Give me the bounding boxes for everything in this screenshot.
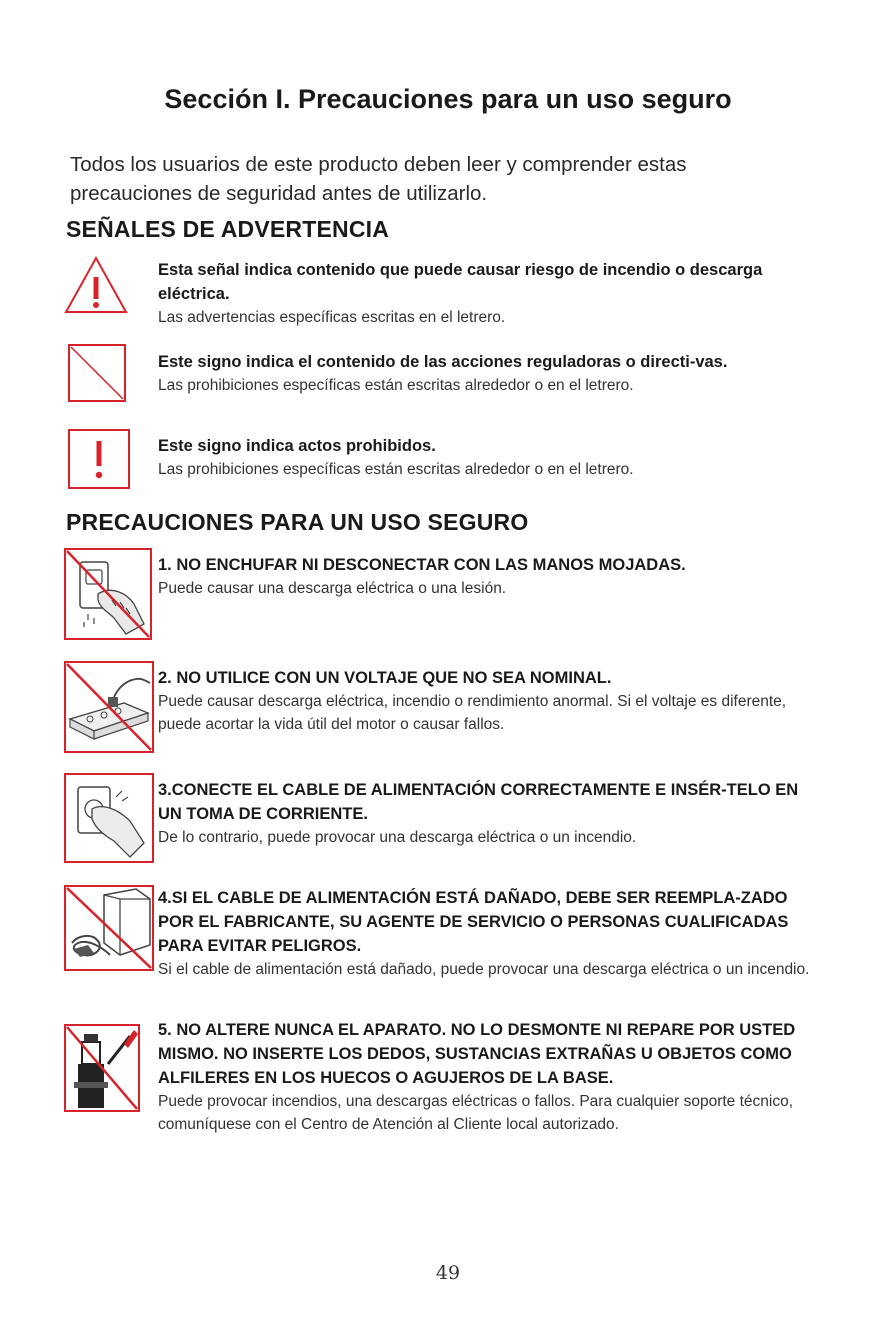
- precaution-title: 4.SI EL CABLE DE ALIMENTACIÓN ESTÁ DAÑADO, DEBE SER REEMPLA-ZADO POR EL FABRICANTE, SU AGENTE DE SERVICIO O PERSONAS CUALIFICADAS PARA EVITAR PELIGROS.: [158, 889, 789, 955]
- plug-insert-icon: [64, 773, 154, 863]
- precaution-title: 2. NO UTILICE CON UN VOLTAJE QUE NO SEA NOMINAL.: [158, 669, 612, 687]
- precaution-item: [158, 553, 824, 600]
- warning-description: Las advertencias específicas escritas en el letrero.: [158, 309, 506, 326]
- precaution-description: Si el cable de alimentación está dañado, puede provocar una descarga eléctrica o un incendio.: [158, 961, 810, 978]
- warning-title: Este signo indica el contenido de las acciones reguladoras o directi-vas.: [158, 353, 728, 371]
- power-strip-icon: [64, 661, 154, 753]
- prohibition-sign-icon: [68, 344, 126, 402]
- intro-paragraph: Todos los usuarios de este producto deben leer y comprender estas precauciones de seguridad antes de utilizarlo.: [70, 153, 687, 205]
- precaution-item: [158, 886, 824, 981]
- precaution-description: Puede provocar incendios, una descargas eléctricas o fallos. Para cualquier soporte técnico, comuníquese con el Centro de Atención al Cliente local autorizado.: [158, 1093, 794, 1133]
- precaution-description: Puede causar una descarga eléctrica o una lesión.: [158, 580, 507, 597]
- warning-signs-heading: SEÑALES DE ADVERTENCIA: [66, 216, 390, 242]
- precaution-item: [158, 1018, 824, 1136]
- precaution-item: [158, 778, 824, 849]
- precaution-title: 3.CONECTE EL CABLE DE ALIMENTACIÓN CORRECTAMENTE E INSÉR-TELO EN UN TOMA DE CORRIENTE.: [158, 781, 799, 823]
- precaution-description: Puede causar descarga eléctrica, incendio o rendimiento anormal. Si el voltaje es diferente, puede acortar la vida útil del motor o causar fallos.: [158, 693, 787, 733]
- warning-description: Las prohibiciones específicas están escritas alrededor o en el letrero.: [158, 461, 634, 478]
- precaution-description: De lo contrario, puede provocar una descarga eléctrica o un incendio.: [158, 829, 637, 846]
- wet-hands-plug-icon: [64, 548, 152, 640]
- warning-description: Las prohibiciones específicas están escritas alrededor o en el letrero.: [158, 377, 634, 394]
- safe-use-heading: PRECAUCIONES PARA UN USO SEGURO: [66, 509, 529, 535]
- warning-item: [158, 258, 824, 329]
- warning-title: Esta señal indica contenido que puede causar riesgo de incendio o descarga eléctrica.: [158, 261, 763, 303]
- warning-title: Este signo indica actos prohibidos.: [158, 437, 436, 455]
- exclamation-sign-icon: [68, 429, 130, 489]
- precaution-title: 5. NO ALTERE NUNCA EL APARATO. NO LO DESMONTE NI REPARE POR USTED MISMO. NO INSERTE LOS DEDOS, SUSTANCIAS EXTRAÑAS U OBJETOS COMO ALFILERES EN LOS HUECOS O AGUJEROS DE LA BASE.: [158, 1021, 796, 1087]
- precaution-item: [158, 666, 824, 736]
- warning-item: [158, 434, 824, 481]
- damaged-cable-icon: [64, 885, 154, 971]
- warning-triangle-icon: [64, 255, 128, 315]
- page-number: 49: [435, 1262, 461, 1284]
- page-title: Sección I. Precauciones para un uso seguro: [164, 84, 732, 114]
- screwdriver-appliance-icon: [64, 1024, 140, 1112]
- warning-item: [158, 350, 824, 397]
- precaution-title: 1. NO ENCHUFAR NI DESCONECTAR CON LAS MANOS MOJADAS.: [158, 556, 686, 574]
